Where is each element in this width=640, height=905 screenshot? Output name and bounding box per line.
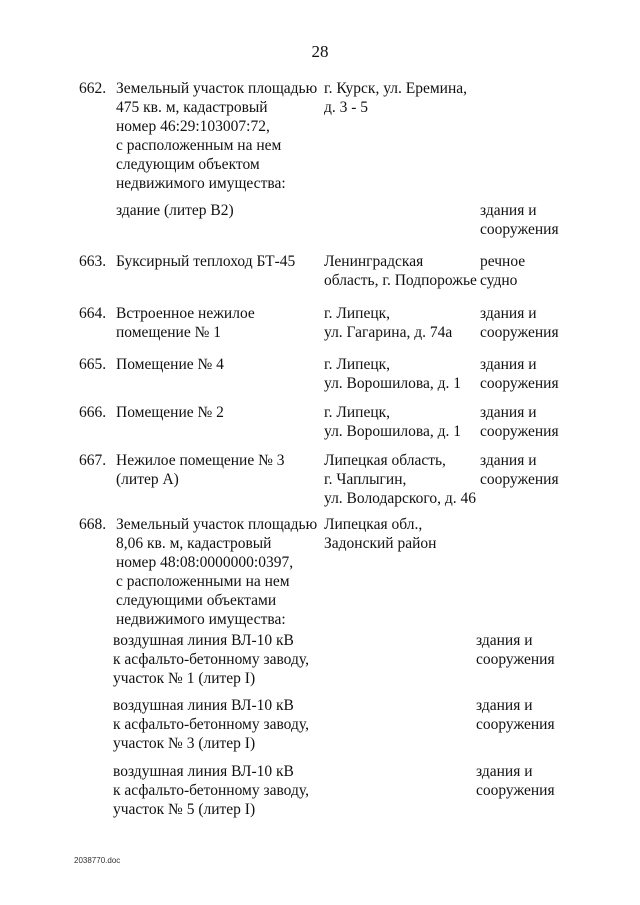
entry-666-number: 666. xyxy=(79,404,107,421)
entry-668-sub3-type: здания и сооружения xyxy=(476,763,555,799)
entry-664-name: Встроенное нежилое помещение № 1 xyxy=(116,305,255,341)
entry-668-address: Липецкая обл., Задонский район xyxy=(324,516,437,552)
entry-668-sub3-name: воздушная линия ВЛ-10 кВ к асфальто-бетонному заводу, участок № 5 (литер I) xyxy=(113,763,309,818)
entry-662-sub-name: здание (литер В2) xyxy=(116,202,234,219)
entry-666-name: Помещение № 2 xyxy=(116,404,224,421)
entry-662-sub-type: здания и сооружения xyxy=(480,202,559,238)
entry-667-name: Нежилое помещение № 3 (литер А) xyxy=(116,452,285,488)
entry-663-address: Ленинградская область, г. Подпорожье xyxy=(324,253,477,289)
entry-662-name: Земельный участок площадью 475 кв. м, кадастровый номер 46:29:103007:72, с расположенным на нем следующим объектом недвижимого имущества: xyxy=(116,80,318,192)
entry-667-address: Липецкая область, г. Чаплыгин, ул. Володарского, д. 46 xyxy=(324,452,476,507)
entry-664-type: здания и сооружения xyxy=(480,305,559,341)
page-number: 28 xyxy=(311,42,329,61)
entry-666-type: здания и сооружения xyxy=(480,404,559,440)
entry-665-address: г. Липецк, ул. Ворошилова, д. 1 xyxy=(324,356,461,392)
entry-666-address: г. Липецк, ул. Ворошилова, д. 1 xyxy=(324,404,461,440)
entry-663-type: речное судно xyxy=(480,253,526,289)
entry-667-type: здания и сооружения xyxy=(480,452,559,488)
entry-662-number: 662. xyxy=(79,80,107,97)
entry-662-address: г. Курск, ул. Еремина, д. 3 - 5 xyxy=(324,80,467,116)
entry-668-name: Земельный участок площадью 8,06 кв. м, кадастровый номер 48:08:0000000:0397, с расположенными на нем следующими объектами недвижимого имущества: xyxy=(116,516,318,628)
entry-668-sub1-type: здания и сооружения xyxy=(476,632,555,668)
entry-668-sub2-name: воздушная линия ВЛ-10 кВ к асфальто-бетонному заводу, участок № 3 (литер I) xyxy=(113,697,309,752)
entry-663-name: Буксирный теплоход БТ-45 xyxy=(116,253,296,270)
entry-665-number: 665. xyxy=(79,356,107,373)
file-footer: 2038770.doc xyxy=(74,856,121,865)
entry-668-sub2-type: здания и сооружения xyxy=(476,697,555,733)
entry-665-name: Помещение № 4 xyxy=(116,356,224,373)
entry-664-address: г. Липецк, ул. Гагарина, д. 74а xyxy=(324,305,453,341)
entry-668-sub1-name: воздушная линия ВЛ-10 кВ к асфальто-бетонному заводу, участок № 1 (литер I) xyxy=(113,632,309,687)
entry-665-type: здания и сооружения xyxy=(480,356,559,392)
entry-667-number: 667. xyxy=(79,452,107,469)
entry-664-number: 664. xyxy=(79,305,107,322)
entry-668-number: 668. xyxy=(79,516,107,533)
entry-663-number: 663. xyxy=(79,253,107,270)
